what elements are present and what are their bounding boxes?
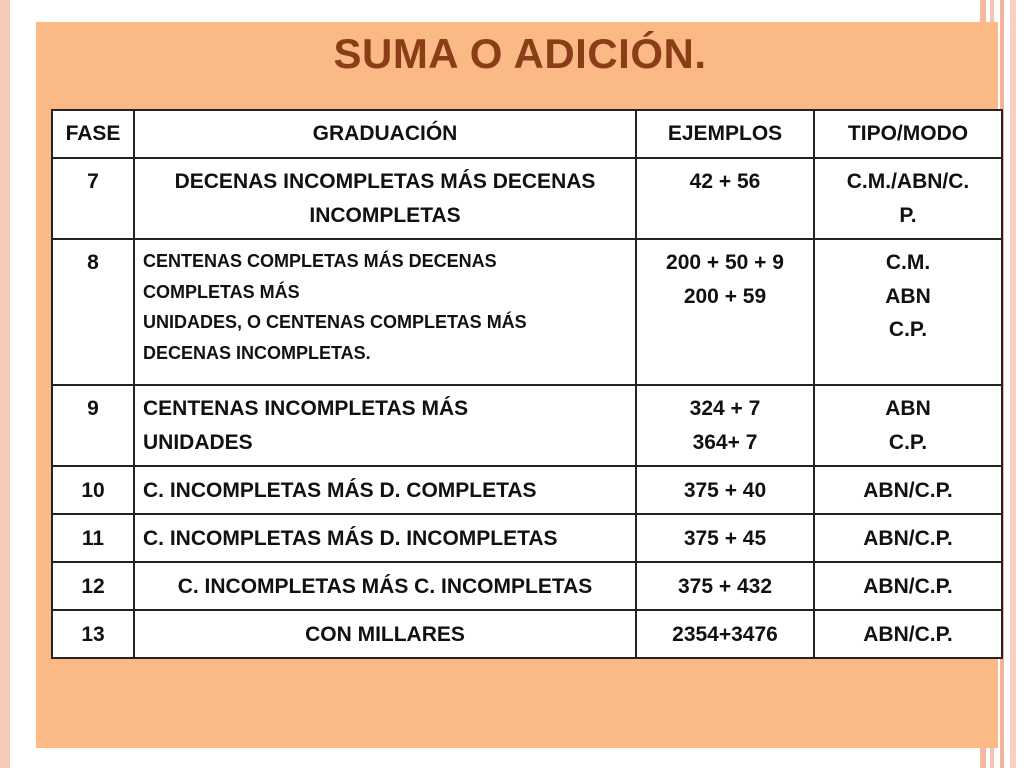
cell-tipo (814, 158, 1002, 239)
header-tipo: TIPO/MODO (814, 110, 1002, 158)
table-row (52, 466, 1002, 514)
header-fase: FASE (52, 110, 134, 158)
cell-tipo: ABN/C.P. (814, 514, 1002, 562)
cell-line: 200 + 59 (683, 284, 767, 308)
cell-line: DECENAS INCOMPLETAS MÁS DECENAS (174, 170, 596, 193)
cell-graduacion: C. INCOMPLETAS MÁS D. INCOMPLETAS (134, 514, 636, 562)
table-header-row (52, 110, 1002, 158)
cell-graduacion (134, 158, 636, 239)
table-row (52, 514, 1002, 562)
cell-fase: 11 (52, 514, 134, 562)
cell-graduacion (134, 239, 636, 385)
table-row (52, 385, 1002, 466)
cell-tipo: ABN/C.P. (814, 610, 1002, 658)
cell-ejemplos: 375 + 432 (636, 562, 814, 610)
cell-line: UNIDADES, O CENTENAS COMPLETAS MÁS (143, 312, 527, 333)
cell-line: UNIDADES (143, 430, 253, 454)
cell-line: 200 + 50 + 9 (666, 251, 784, 275)
cell-ejemplos: 375 + 45 (636, 514, 814, 562)
header-ejemplos: EJEMPLOS (636, 110, 814, 158)
cell-line: C.P. (888, 430, 928, 454)
cell-line: C.P. (888, 318, 928, 342)
table-row (52, 239, 1002, 385)
table-row (52, 610, 1002, 658)
cell-line: ABN (885, 397, 931, 421)
cell-line: C.M./ABN/C. (846, 170, 970, 193)
cell-tipo: ABN/C.P. (814, 562, 1002, 610)
cell-fase: 10 (52, 466, 134, 514)
table-row (52, 158, 1002, 239)
cell-line: INCOMPLETAS (309, 203, 461, 227)
cell-graduacion: C. INCOMPLETAS MÁS C. INCOMPLETAS (134, 562, 636, 610)
table-row (52, 562, 1002, 610)
header-graduacion: GRADUACIÓN (134, 110, 636, 158)
cell-line: C.M. (885, 251, 931, 275)
right-decor-stripe (1010, 0, 1016, 768)
cell-tipo (814, 385, 1002, 466)
cell-line: P. (899, 203, 917, 227)
cell-fase: 7 (52, 158, 134, 239)
cell-graduacion: CON MILLARES (134, 610, 636, 658)
cell-ejemplos (636, 385, 814, 466)
cell-line: COMPLETAS MÁS (143, 281, 300, 302)
cell-line: 42 + 56 (689, 170, 761, 193)
cell-tipo (814, 239, 1002, 385)
cell-line: 324 + 7 (689, 397, 761, 421)
cell-fase: 8 (52, 239, 134, 385)
cell-line: 364+ 7 (692, 430, 758, 454)
cell-ejemplos: 2354+3476 (636, 610, 814, 658)
cell-line: DECENAS INCOMPLETAS. (143, 342, 371, 363)
cell-fase: 12 (52, 562, 134, 610)
cell-line: ABN (885, 284, 931, 308)
cell-ejemplos (636, 239, 814, 385)
slide-title: SUMA O ADICIÓN. (333, 30, 707, 77)
cell-graduacion: C. INCOMPLETAS MÁS D. COMPLETAS (134, 466, 636, 514)
left-decor-stripe (0, 0, 10, 768)
cell-line: CENTENAS INCOMPLETAS MÁS (143, 397, 469, 421)
cell-line: CENTENAS COMPLETAS MÁS DECENAS (143, 251, 497, 272)
cell-ejemplos (636, 158, 814, 239)
cell-ejemplos: 375 + 40 (636, 466, 814, 514)
phases-table (51, 109, 1003, 659)
cell-fase: 13 (52, 610, 134, 658)
cell-graduacion (134, 385, 636, 466)
cell-tipo: ABN/C.P. (814, 466, 1002, 514)
cell-fase: 9 (52, 385, 134, 466)
